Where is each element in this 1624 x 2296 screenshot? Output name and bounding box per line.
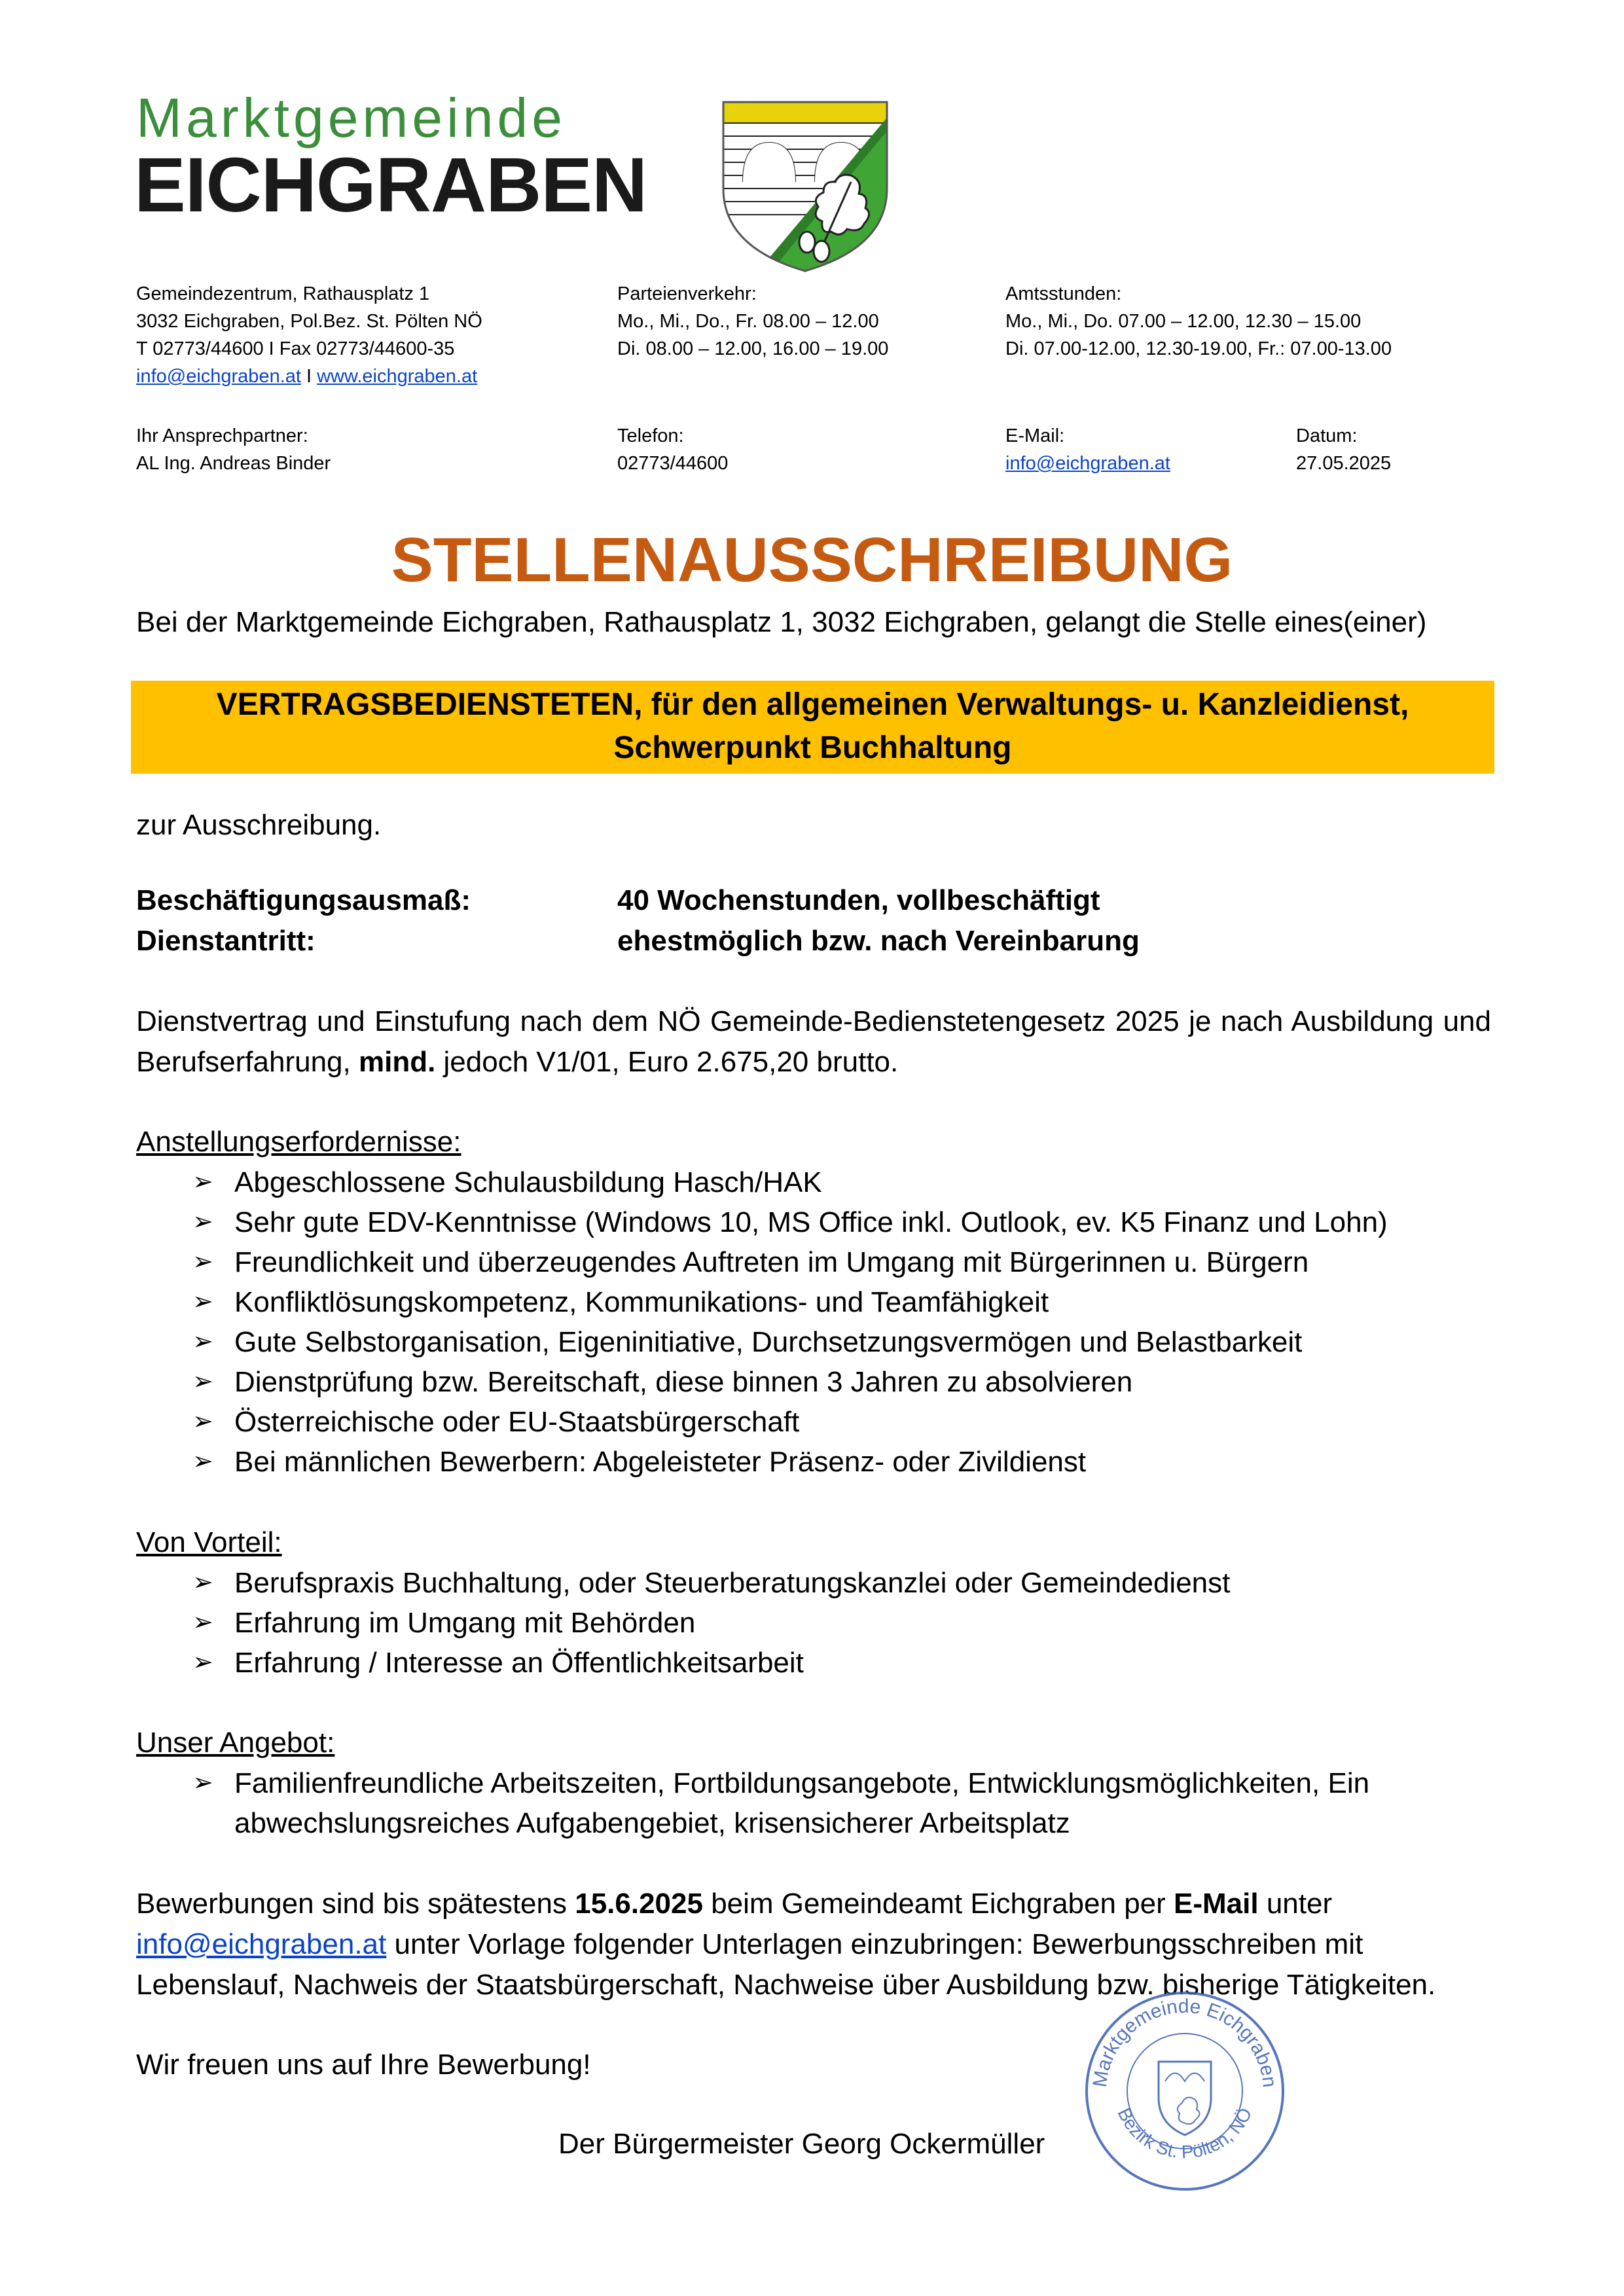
address-block <box>136 280 594 390</box>
admin-hours-line: Mo., Mi., Do. 07.00 – 12.00, 12.30 – 15.00 <box>1005 311 1362 332</box>
application-text: unter Vorlage folgender Unterlagen einzubringen: Bewerbungsschreiben mit Lebenslauf, Nachweis der Staatsbürgerschaft, Nachweise über Ausbildung bzw. bisherige Tätigkeiten. <box>136 1928 1436 2001</box>
list-item <box>136 1202 1498 1242</box>
term-label-start: Dienstantritt: <box>136 925 316 957</box>
contact-email <box>1005 422 1170 477</box>
list-item <box>136 1242 1498 1282</box>
logo-wordmark-top: Marktgemeinde <box>136 87 566 149</box>
header-email-link[interactable]: info@eichgraben.at <box>136 366 301 387</box>
coat-of-arms <box>717 97 893 274</box>
term-label-hours: Beschäftigungsausmaß: <box>136 884 471 916</box>
arrow-bullet-icon: ➢ <box>192 1609 213 1636</box>
address-line: Gemeindezentrum, Rathausplatz 1 <box>136 283 430 304</box>
stamp-bottom-text: Bezirk St. Pölten, NÖ <box>1113 2104 1256 2162</box>
svg-text:Bezirk St. Pölten, NÖ <box>1114 2105 1256 2162</box>
contract-paragraph <box>136 1001 1491 1083</box>
svg-text:Marktgemeinde Eichgraben <box>1089 1996 1280 2089</box>
office-hours-line: Di. 08.00 – 12.00, 16.00 – 19.00 <box>617 338 889 359</box>
arrow-bullet-icon: ➢ <box>192 1408 213 1435</box>
office-hours-heading: Parteienverkehr: <box>617 283 757 304</box>
list-item-text: Familienfreundliche Arbeitszeiten, Fortbildungsangebote, Entwicklungsmöglichkeiten, Ein abwechslungsreiches Aufgabengebiet, krisensicherer Arbeitsplatz <box>234 1767 1370 1839</box>
requirements-list <box>136 1162 1498 1482</box>
contract-text-rest: jedoch V1/01, Euro 2.675,20 brutto. <box>435 1046 899 1078</box>
application-text: beim Gemeindeamt Eichgraben per <box>702 1888 1174 1920</box>
contact-phone <box>617 422 728 477</box>
contract-min-bold: mind. <box>358 1046 436 1078</box>
office-hours-public <box>617 280 984 363</box>
application-text: unter <box>1258 1888 1333 1920</box>
arrow-bullet-icon: ➢ <box>192 1248 213 1276</box>
position-line-2: Schwerpunkt Buchhaltung <box>613 730 1012 765</box>
list-item-text: Erfahrung im Umgang mit Behörden <box>234 1607 696 1639</box>
term-value-hours: 40 Wochenstunden, vollbeschäftigt <box>617 884 1100 916</box>
arrow-bullet-icon: ➢ <box>192 1649 213 1676</box>
contract-text: Dienstvertrag und Einstufung nach dem NÖ Gemeinde-Bedienstetengesetz 2025 je nach Ausbildung und Berufserfahrung, <box>136 1005 1491 1078</box>
offer-list <box>136 1763 1445 1843</box>
logo-wordmark-bottom: EICHGRABEN <box>134 142 647 228</box>
contact-phone-label: Telefon: <box>617 425 684 446</box>
email-web-line <box>136 363 594 390</box>
official-stamp <box>1077 1983 1293 2199</box>
application-paragraph <box>136 1884 1504 2005</box>
list-item <box>136 1563 1498 1603</box>
list-item <box>136 1402 1498 1442</box>
list-item-text: Sehr gute EDV-Kenntnisse (Windows 10, MS Office inkl. Outlook, ev. K5 Finanz und Lohn) <box>234 1206 1388 1238</box>
contact-person-label: Ihr Ansprechpartner: <box>136 425 308 446</box>
position-title <box>131 683 1494 770</box>
to-tender-text: zur Ausschreibung. <box>136 809 382 841</box>
separator: I <box>300 366 317 387</box>
application-email-bold: E-Mail <box>1174 1888 1259 1920</box>
list-item-text: Berufspraxis Buchhaltung, oder Steuerberatungskanzlei oder Gemeindedienst <box>234 1567 1231 1599</box>
list-item-text: Abgeschlossene Schulausbildung Hasch/HAK <box>234 1166 822 1198</box>
arrow-bullet-icon: ➢ <box>192 1328 213 1355</box>
contact-date-value: 27.05.2025 <box>1296 453 1392 474</box>
list-item <box>136 1643 1498 1683</box>
contact-person <box>136 422 331 477</box>
list-item-text: Gute Selbstorganisation, Eigeninitiative, Durchsetzungsvermögen und Belastbarkeit <box>234 1326 1303 1358</box>
list-item <box>136 1603 1498 1643</box>
term-value-start: ehestmöglich bzw. nach Vereinbarung <box>617 925 1140 957</box>
arrow-bullet-icon: ➢ <box>192 1368 213 1395</box>
list-item <box>136 1282 1498 1322</box>
list-item <box>136 1442 1498 1482</box>
office-hours-admin <box>1005 280 1529 363</box>
admin-hours-heading: Amtsstunden: <box>1005 283 1122 304</box>
list-item-text: Konfliktlösungskompetenz, Kommunikations- und Teamfähigkeit <box>234 1286 1049 1318</box>
phone-fax-line: T 02773/44600 I Fax 02773/44600-35 <box>136 338 455 359</box>
arrow-bullet-icon: ➢ <box>192 1569 213 1596</box>
signature-line: Der Bürgermeister Georg Ockermüller <box>558 2128 1045 2160</box>
contact-date <box>1296 422 1391 477</box>
list-item <box>136 1322 1498 1362</box>
contact-person-value: AL Ing. Andreas Binder <box>136 453 331 474</box>
arrow-bullet-icon: ➢ <box>192 1288 213 1316</box>
advantages-list <box>136 1563 1498 1683</box>
contact-email-label: E-Mail: <box>1005 425 1065 446</box>
position-line-1: VERTRAGSBEDIENSTETEN, für den allgemeinen Verwaltungs- u. Kanzleidienst, <box>216 687 1409 722</box>
list-item <box>136 1362 1498 1402</box>
list-item-text: Bei männlichen Bewerbern: Abgeleisteter Präsenz- oder Zivildienst <box>234 1446 1087 1478</box>
advantages-heading: Von Vorteil: <box>136 1526 282 1558</box>
list-item-text: Freundlichkeit und überzeugendes Auftreten im Umgang mit Bürgerinnen u. Bürgern <box>234 1246 1309 1278</box>
application-deadline: 15.6.2025 <box>575 1888 703 1920</box>
offer-heading: Unser Angebot: <box>136 1727 335 1759</box>
intro-text: Bei der Marktgemeinde Eichgraben, Rathausplatz 1, 3032 Eichgraben, gelangt die Stelle eines(einer) <box>136 606 1427 638</box>
admin-hours-line: Di. 07.00-12.00, 12.30-19.00, Fr.: 07.00-13.00 <box>1005 338 1392 359</box>
requirements-heading: Anstellungserfordernisse: <box>136 1126 461 1158</box>
arrow-bullet-icon: ➢ <box>192 1769 213 1797</box>
closing-text: Wir freuen uns auf Ihre Bewerbung! <box>136 2049 591 2081</box>
list-item <box>136 1162 1498 1202</box>
arrow-bullet-icon: ➢ <box>192 1168 213 1196</box>
list-item-text: Dienstprüfung bzw. Bereitschaft, diese binnen 3 Jahren zu absolvieren <box>234 1366 1133 1398</box>
application-email-link[interactable]: info@eichgraben.at <box>136 1928 387 1960</box>
contact-date-label: Datum: <box>1296 425 1358 446</box>
stamp-top-text: Marktgemeinde Eichgraben <box>1089 1995 1281 2089</box>
contact-phone-value: 02773/44600 <box>617 453 729 474</box>
address-line: 3032 Eichgraben, Pol.Bez. St. Pölten NÖ <box>136 311 482 332</box>
page-title: STELLENAUSSCHREIBUNG <box>391 525 1233 595</box>
application-text: Bewerbungen sind bis spätestens <box>136 1888 575 1920</box>
contact-email-link[interactable]: info@eichgraben.at <box>1005 453 1170 474</box>
list-item-text: Österreichische oder EU-Staatsbürgerschaft <box>234 1406 800 1438</box>
list-item <box>136 1763 1445 1843</box>
arrow-bullet-icon: ➢ <box>192 1448 213 1475</box>
arrow-bullet-icon: ➢ <box>192 1208 213 1236</box>
list-item-text: Erfahrung / Interesse an Öffentlichkeitsarbeit <box>234 1647 804 1679</box>
header-web-link[interactable]: www.eichgraben.at <box>317 366 478 387</box>
office-hours-line: Mo., Mi., Do., Fr. 08.00 – 12.00 <box>617 311 879 332</box>
